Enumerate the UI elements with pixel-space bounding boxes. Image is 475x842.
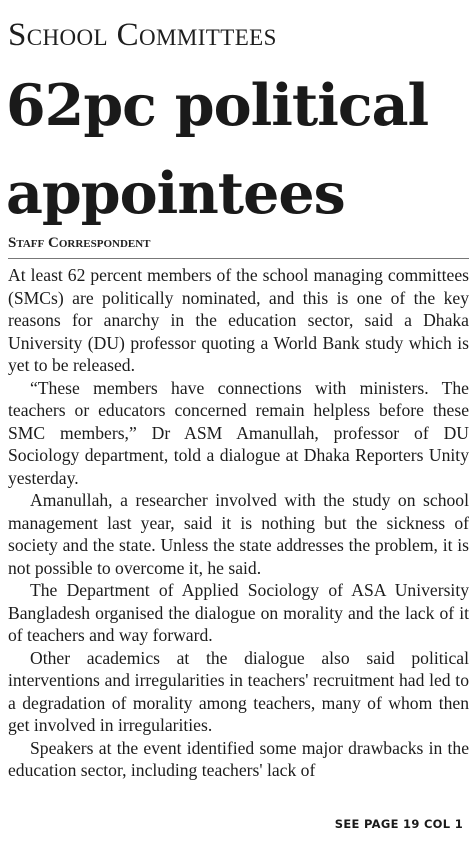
paragraph-3: Amanullah, a researcher involved with the study on school management last year, said it is nothing but the sickness of society and the state. Unless the state addresses the problem, it is not possible to overcome it, he said. <box>8 490 469 578</box>
byline: Staff Correspondent <box>8 235 151 251</box>
section-kicker: School Committees <box>8 17 277 53</box>
paragraph-4: The Department of Applied Sociology of ASA University Bangladesh organised the dialogue on morality and the lack of it of teachers and way forward. <box>8 580 469 645</box>
byline-divider <box>8 258 469 259</box>
paragraph-6: Speakers at the event identified some major drawbacks in the education sector, including teachers' lack of <box>8 737 469 780</box>
continuation-jump: SEE PAGE 19 COL 1 <box>334 817 463 831</box>
paragraph-1: At least 62 percent members of the school managing committees (SMCs) are politically nominated, and this is one of the key reasons for anarchy in the education sector, said a Dhaka University (DU) professor quoting a World Bank study which is yet to be released. <box>8 265 469 375</box>
paragraph-5: Other academics at the dialogue also said political interventions and irregularities in teachers' recruitment had led to a degradation of morality among teachers, many of whom then get involved in irregularities. <box>8 647 469 735</box>
article-body <box>8 264 469 782</box>
headline: 62pc political appointees <box>6 72 429 227</box>
paragraph-2: “These members have connections with ministers. The teachers or educators concerned remain helpless before these SMC members,” Dr ASM Amanullah, professor of DU Sociology department, told a dialogue at Dhaka Reporters Unity yesterday. <box>8 377 469 488</box>
